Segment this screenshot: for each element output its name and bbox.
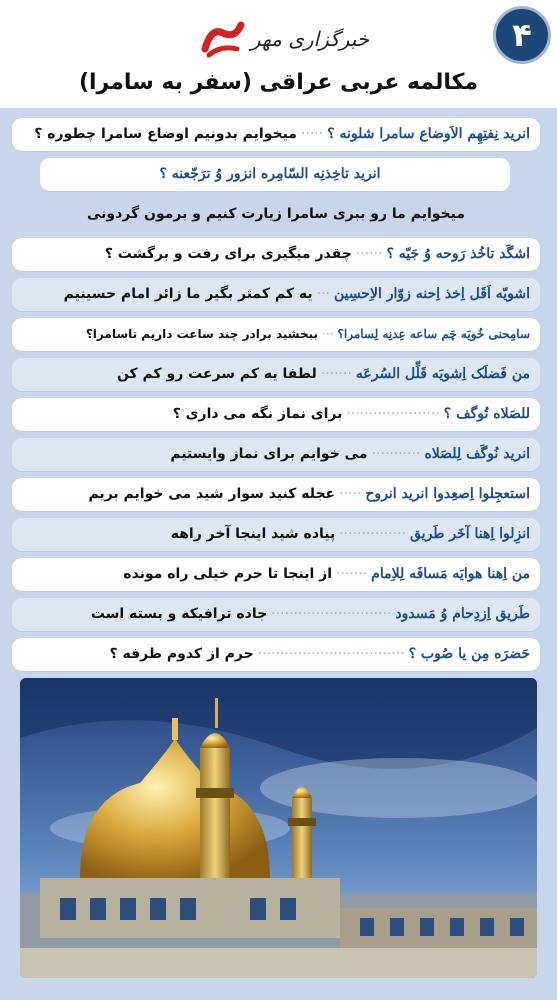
phrase-row bbox=[12, 238, 540, 271]
arabic-phrase: اشویّه اَقَل اِخذ اِحنه زوّار الاِحسِین bbox=[333, 286, 530, 302]
persian-translation: لطفا یه کم سرعت رو کم کن bbox=[116, 366, 317, 382]
arabic-phrase: طَریق اِزدِحام وُ مَسدود bbox=[395, 606, 530, 622]
page-title: مکالمه عربی عراقی (سفر به سامرا) bbox=[78, 70, 479, 95]
persian-translation: عجله کنید سوار شید می خوایم بریم bbox=[88, 486, 336, 502]
separator-dots: ··········· bbox=[371, 446, 421, 462]
persian-translation: جاده ترافیکه و بسته است bbox=[90, 606, 268, 622]
arabic-phrase: من فَضلَک اِشویَه قَلِّل السُرعَه bbox=[355, 366, 530, 382]
shrine-photo bbox=[20, 678, 537, 978]
phrase-list bbox=[0, 118, 557, 662]
persian-translation: می خوایم برای نماز وایستیم bbox=[170, 446, 368, 462]
phrase-row bbox=[12, 398, 540, 431]
page-number-badge: ۴ bbox=[493, 6, 551, 64]
shrine-illustration bbox=[20, 678, 537, 978]
separator-dots: ································· bbox=[257, 646, 405, 662]
arabic-phrase: من اِهنا هوایَه مَسافَه لِلاِمام bbox=[371, 566, 530, 582]
arabic-phrase: انرید نُوگَف لِلصَلاه bbox=[424, 446, 530, 462]
phrase-row bbox=[12, 478, 540, 511]
separator-dots: ··························· bbox=[271, 606, 392, 622]
phrase-row bbox=[12, 638, 540, 671]
arabic-phrase: انرید تاخِذنِه السّامِره انزور وُ ترَجّعنه ؟ bbox=[159, 166, 381, 182]
phrase-row bbox=[12, 318, 540, 351]
persian-translation: میخوایم ما رو ببری سامرا زیارت کنیم و برمون گردونی bbox=[86, 206, 466, 222]
phrase-row bbox=[12, 518, 540, 551]
persian-translation: حرم از کدوم طرفه ؟ bbox=[109, 646, 254, 662]
persian-translation: برای نماز نگه می داری ؟ bbox=[172, 406, 343, 422]
arabic-phrase: حَضرَه مِن یا صُوب ؟ bbox=[408, 646, 530, 662]
mehr-logo-icon bbox=[201, 19, 245, 59]
mehr-news-logo bbox=[195, 14, 375, 64]
header bbox=[0, 0, 557, 108]
persian-translation: ببخشید برادر چند ساعت داریم تاسامرا؟ bbox=[85, 327, 319, 341]
phrase-row bbox=[12, 558, 540, 591]
phrase-row bbox=[12, 598, 540, 631]
phrase-row bbox=[12, 198, 540, 231]
separator-dots: ····· bbox=[339, 486, 362, 502]
separator-dots: ··············· bbox=[339, 526, 406, 542]
phrase-row bbox=[12, 118, 540, 151]
arabic-phrase: سامِحنی خُویَه چَم ساعه عِدنِه لِسامرا؟ bbox=[337, 327, 530, 341]
separator-dots: ······ bbox=[355, 246, 383, 262]
arabic-phrase: اشگَد تاخُذ رَوحه وُ جَیّه ؟ bbox=[386, 246, 530, 262]
arabic-phrase: انزِلوا اِهنا آخَر طَریق bbox=[410, 526, 530, 542]
persian-translation: میخوایم بدونیم اوضاع سامرا چطوره ؟ bbox=[34, 126, 297, 142]
separator-dots: ··· bbox=[316, 286, 330, 302]
separator-dots: ······· bbox=[336, 566, 368, 582]
logo-text: خبرگزاری مهر bbox=[250, 27, 370, 51]
persian-translation: یه کم کمتر بگیر ما زائر امام حسینیم bbox=[63, 286, 313, 302]
persian-translation: چقدر میگیری برای رفت و برگشت ؟ bbox=[104, 246, 352, 262]
persian-translation: از اینجا تا حرم خیلی راه مونده bbox=[123, 566, 333, 582]
separator-dots: ····················· bbox=[346, 406, 440, 422]
separator-dots: ····· bbox=[300, 126, 324, 142]
persian-translation: پیاده شید اینجا آخر راهه bbox=[170, 526, 336, 542]
phrase-row bbox=[12, 438, 540, 471]
phrase-row bbox=[40, 158, 510, 191]
phrase-row bbox=[12, 358, 540, 391]
arabic-phrase: للصَلاه تُوگف ؟ bbox=[443, 406, 530, 422]
phrase-row bbox=[12, 278, 540, 311]
separator-dots: ··· bbox=[322, 327, 334, 341]
separator-dots: ······· bbox=[320, 366, 352, 382]
arabic-phrase: استعجِلوا اِصعِدوا انرید انروح bbox=[365, 486, 530, 502]
arabic-phrase: انرید نِفتِهِم الاَوضاع سامرا شلونه ؟ bbox=[327, 126, 530, 142]
